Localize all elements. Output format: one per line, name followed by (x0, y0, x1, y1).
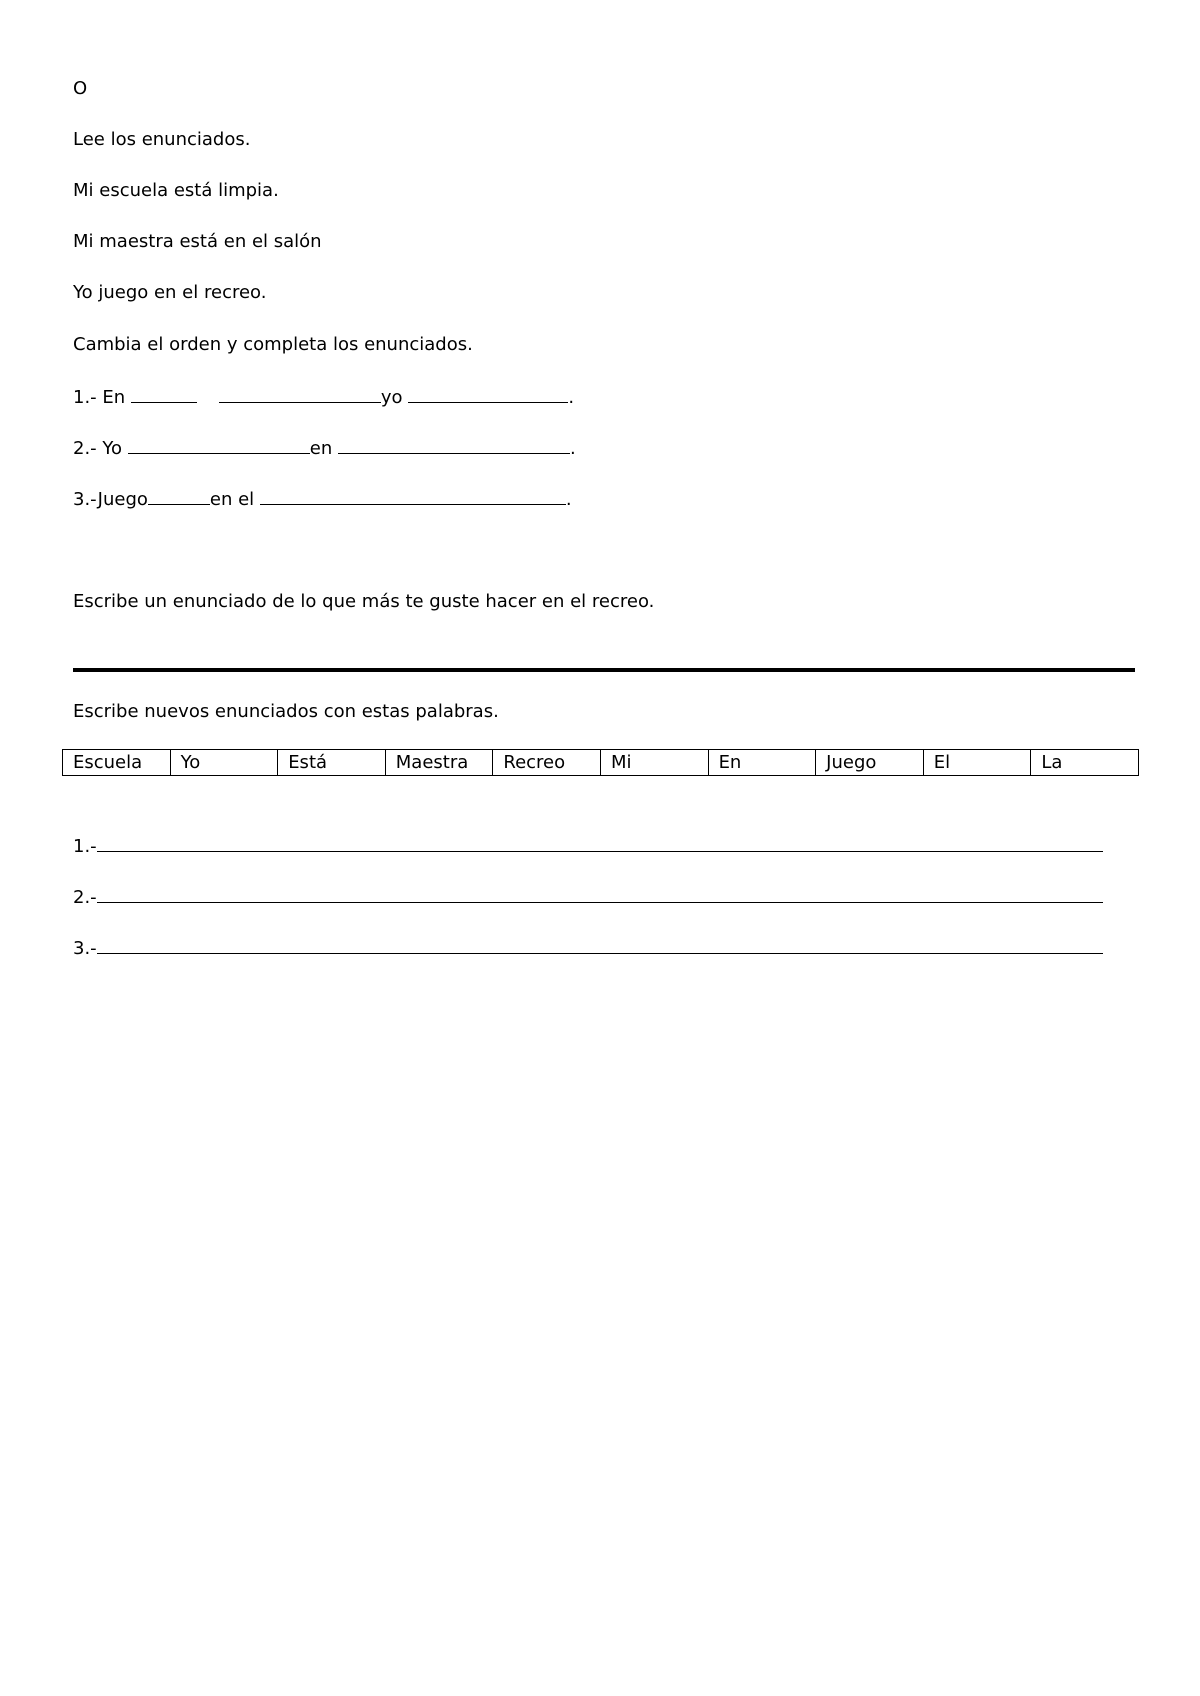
item-number: 3.- (73, 489, 98, 510)
reorder-item-2 (73, 437, 576, 460)
answer-blank[interactable] (219, 386, 381, 403)
answer-blank[interactable] (131, 386, 197, 403)
word-cell: En (708, 750, 816, 776)
new-sentence-line-1 (73, 835, 1103, 858)
answer-blank[interactable] (338, 437, 570, 454)
word-cell: Yo (170, 750, 278, 776)
item-number: 1.- (73, 387, 103, 408)
reorder-instruction: Cambia el orden y completa los enunciados. (73, 334, 473, 355)
item-end: . (565, 489, 572, 510)
favorite-instruction: Escribe un enunciado de lo que más te guste hacer en el recreo. (73, 591, 655, 612)
intro-instruction: Lee los enunciados. (73, 129, 251, 150)
answer-blank[interactable] (128, 437, 310, 454)
new-sentence-line-3 (73, 937, 1103, 960)
word-cell: Recreo (493, 750, 601, 776)
answer-blank[interactable] (148, 488, 210, 505)
new-sentence-line-2 (73, 886, 1103, 909)
word-cell: Juego (816, 750, 924, 776)
line-number: 3.- (73, 938, 97, 959)
word-cell: Mi (600, 750, 708, 776)
answer-blank[interactable] (97, 937, 1103, 954)
word-cell: Está (278, 750, 386, 776)
answer-blank[interactable] (408, 386, 568, 403)
writing-line[interactable] (73, 668, 1135, 672)
line-number: 1.- (73, 836, 97, 857)
answer-blank[interactable] (97, 835, 1103, 852)
item-word: en el (209, 489, 255, 510)
header-mark: O (73, 78, 88, 99)
item-word: En (102, 387, 126, 408)
word-cell: Maestra (385, 750, 493, 776)
new-sentences-instruction: Escribe nuevos enunciados con estas palabras. (73, 701, 499, 722)
intro-sentence-1: Mi escuela está limpia. (73, 180, 279, 201)
item-word: Yo (102, 438, 123, 459)
answer-blank[interactable] (260, 488, 566, 505)
item-end: . (569, 438, 576, 459)
item-end: . (568, 387, 575, 408)
table-row (63, 750, 1139, 776)
word-cell: El (923, 750, 1031, 776)
item-number: 2.- (73, 438, 103, 459)
item-word: Juego (97, 489, 148, 510)
intro-sentence-2: Mi maestra está en el salón (73, 231, 322, 252)
line-number: 2.- (73, 887, 97, 908)
word-bank-table (62, 749, 1139, 776)
item-word: en (309, 438, 333, 459)
word-cell: Escuela (63, 750, 171, 776)
answer-blank[interactable] (97, 886, 1103, 903)
intro-sentence-3: Yo juego en el recreo. (73, 282, 267, 303)
word-cell: La (1031, 750, 1139, 776)
reorder-item-1 (73, 386, 574, 409)
item-word: yo (380, 387, 403, 408)
reorder-item-3 (73, 488, 572, 511)
